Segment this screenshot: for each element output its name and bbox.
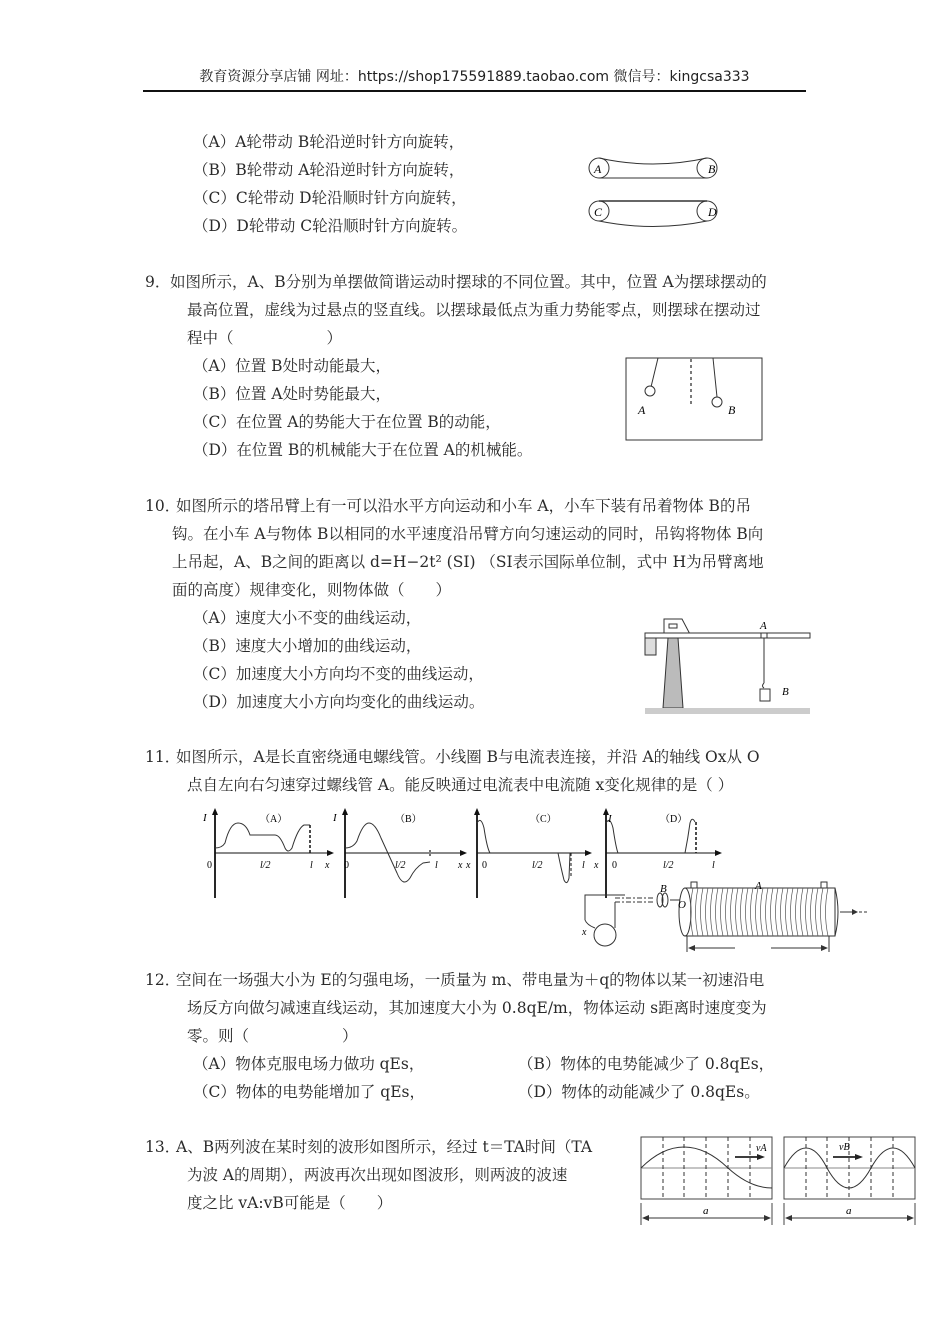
label-c: C	[594, 205, 603, 219]
origin-label: 0	[344, 860, 349, 871]
graph-label: （A）	[260, 814, 288, 825]
label-a: A	[594, 162, 602, 176]
label-o: O	[678, 899, 686, 911]
q10-stem-line-1: 如图所示的塔吊臂上有一可以沿水平方向运动和小车 A，小车下装有吊着物体 B的吊	[176, 497, 751, 515]
q12-option-c: （C）物体的电势能增加了 qEs，	[193, 1083, 425, 1101]
axis-label-x: x	[458, 860, 463, 871]
velocity-label-a: vA	[756, 1143, 767, 1154]
solenoid-figure	[575, 880, 870, 960]
q11-stem-line-1: 如图所示，A是长直密绕通电螺线管。小线圈 B与电流表连接，并沿 A的轴线 Ox从 O	[176, 748, 760, 766]
q10-number: 10．	[145, 497, 181, 515]
graph-label: （D）	[660, 814, 688, 825]
q12-stem-line-1: 空间在一场强大小为 E的匀强电场，一质量为 m、带电量为＋q的物体以某一初速沿电	[176, 971, 765, 989]
axis-label-x-prev: x	[466, 860, 471, 871]
pendulum-figure	[625, 357, 765, 443]
page-header: 教育资源分享店铺 网址：https://shop175591889.taobao.com 微信号：kingcsa333	[143, 64, 806, 92]
q8-option-c: （C）C轮带动 D轮沿顺时针方向旋转，	[193, 189, 467, 207]
q12-stem-line-3: 零。则（ ）	[187, 1027, 358, 1045]
tick-l: l	[310, 860, 313, 871]
graph-b	[335, 808, 470, 898]
q9-option-b: （B）位置 A处时势能最大，	[193, 385, 392, 403]
q10-option-d: （D）加速度大小方向均变化的曲线运动。	[193, 693, 485, 711]
q9-stem-line-1: 如图所示，A、B分别为单摆做简谐运动时摆球的不同位置。其中，位置 A为摆球摆动的	[170, 273, 767, 291]
tick-half-l: l/2	[532, 860, 543, 871]
label-x: x	[582, 927, 587, 938]
q8-option-d: （D）D轮带动 C轮沿顺时针方向旋转。	[193, 217, 468, 235]
q12-option-d: （D）物体的动能减少了 0.8qEs。	[518, 1083, 760, 1101]
label-a: A	[755, 880, 762, 892]
tick-half-l: l/2	[663, 860, 674, 871]
tick-l: l	[582, 860, 585, 871]
axis-label-i: I	[203, 812, 207, 824]
q12-option-b: （B）物体的电势能减少了 0.8qEs，	[518, 1055, 775, 1073]
label-a: A	[638, 403, 646, 417]
q12-stem-line-2: 场反方向做匀减速直线运动，其加速度大小为 0.8qE/m，物体运动 s距离时速度变为	[187, 999, 767, 1017]
q9-stem-line-2: 最高位置，虚线为过悬点的竖直线。以摆球最低点为重力势能零点，则摆球在摆动过	[187, 301, 761, 319]
width-label: a	[703, 1205, 709, 1217]
origin-label: 0	[207, 860, 212, 871]
origin-label: 0	[612, 860, 617, 871]
q9-option-a: （A）位置 B处时动能最大，	[193, 357, 392, 375]
label-b: B	[728, 403, 736, 417]
width-label: a	[846, 1205, 852, 1217]
q13-stem-line-2: 为波 A的周期），两波再次出现如图波形，则两波的波速	[187, 1166, 568, 1184]
graph-label: （B）	[395, 814, 422, 825]
label-d: D	[708, 205, 717, 219]
q13-number: 13．	[145, 1138, 181, 1156]
axis-label-i: I	[608, 813, 612, 825]
graph-a	[200, 808, 335, 898]
q10-option-a: （A）速度大小不变的曲线运动，	[193, 609, 422, 627]
label-a: A	[760, 620, 767, 632]
tick-l: l	[712, 860, 715, 871]
q10-stem-line-3: 上吊起，A、B之间的距离以 d=H−2t² (SI) （SI表示国际单位制，式中 H为吊臂离地	[172, 553, 764, 571]
tick-l: l	[435, 860, 438, 871]
q12-option-a: （A）物体克服电场力做功 qEs，	[193, 1055, 425, 1073]
wave-b-figure	[783, 1135, 918, 1227]
graph-label: （C）	[530, 814, 557, 825]
axis-label-i: I	[333, 812, 337, 824]
q8-option-a: （A）A轮带动 B轮沿逆时针方向旋转，	[193, 133, 465, 151]
tick-half-l: l/2	[260, 860, 271, 871]
q13-stem-line-1: A、B两列波在某时刻的波形如图所示，经过 t＝TA时间（TA	[176, 1138, 593, 1156]
q11-number: 11．	[145, 748, 181, 766]
tick-half-l: l/2	[395, 860, 406, 871]
q9-number: 9．	[145, 273, 171, 291]
velocity-label-b: vB	[839, 1142, 850, 1153]
label-b: B	[782, 686, 789, 698]
q10-stem-line-4: 面的高度）规律变化，则物体做（ ）	[172, 581, 452, 599]
q10-option-c: （C）加速度大小方向均不变的曲线运动，	[193, 665, 484, 683]
q9-option-c: （C）在位置 A的势能大于在位置 B的动能，	[193, 413, 501, 431]
q12-number: 12．	[145, 971, 181, 989]
tower-crane-figure	[640, 605, 815, 720]
belt-pulley-figure	[585, 152, 725, 228]
q9-option-d: （D）在位置 B的机械能大于在位置 A的机械能。	[193, 441, 533, 459]
label-b: B	[660, 883, 667, 895]
q11-stem-line-2: 点自左向右匀速穿过螺线管 A。能反映通过电流表中电流随 x变化规律的是（ ）	[187, 776, 734, 794]
label-b: B	[708, 162, 716, 176]
axis-label-x-prev: x	[594, 860, 599, 871]
axis-label-x: x	[325, 860, 330, 871]
q10-option-b: （B）速度大小增加的曲线运动，	[193, 637, 422, 655]
q13-stem-line-3: 度之比 vA:vB可能是（ ）	[187, 1194, 393, 1212]
q10-stem-line-2: 钩。在小车 A与物体 B以相同的水平速度沿吊臂方向匀速运动的同时，吊钩将物体 B向	[172, 525, 764, 543]
origin-label: 0	[482, 860, 487, 871]
wave-a-figure	[640, 1135, 775, 1227]
q8-option-b: （B）B轮带动 A轮沿逆时针方向旋转，	[193, 161, 465, 179]
q9-stem-line-3: 程中（ ）	[187, 329, 343, 347]
